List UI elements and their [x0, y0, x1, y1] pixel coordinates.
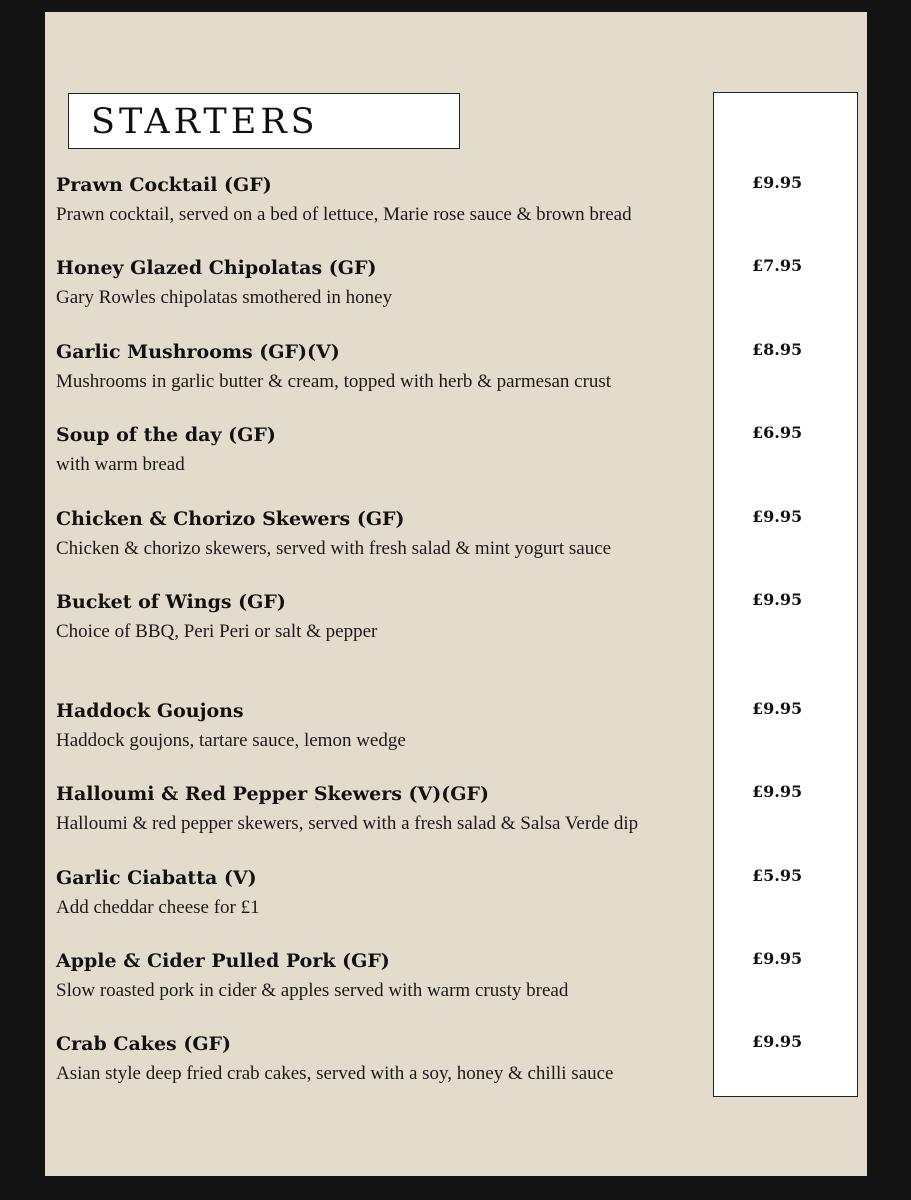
item-name: Bucket of Wings (GF): [56, 591, 286, 613]
item-price: £9.95: [752, 507, 803, 526]
item-description: Prawn cocktail, served on a bed of lettuce, Marie rose sauce & brown bread: [56, 204, 632, 225]
item-price: £9.95: [752, 173, 803, 192]
item-name: Garlic Ciabatta (V): [56, 867, 257, 889]
item-description: Choice of BBQ, Peri Peri or salt & pepper: [56, 621, 378, 642]
item-price: £9.95: [752, 782, 803, 801]
item-price: £9.95: [752, 949, 803, 968]
item-name: Apple & Cider Pulled Pork (GF): [56, 950, 390, 972]
item-name: Honey Glazed Chipolatas (GF): [56, 257, 377, 279]
section-header-box: [68, 93, 460, 149]
item-description: Add cheddar cheese for £1: [56, 897, 260, 918]
item-description: Asian style deep fried crab cakes, served with a soy, honey & chilli sauce: [56, 1063, 614, 1084]
item-price: £9.95: [752, 1032, 803, 1051]
item-price: £7.95: [752, 256, 803, 275]
item-name: Haddock Goujons: [56, 700, 244, 722]
item-name: Chicken & Chorizo Skewers (GF): [56, 508, 405, 530]
item-name: Soup of the day (GF): [56, 424, 276, 446]
item-price: £9.95: [752, 699, 803, 718]
item-price: £6.95: [752, 423, 803, 442]
item-description: Halloumi & red pepper skewers, served with a fresh salad & Salsa Verde dip: [56, 813, 639, 834]
item-description: Haddock goujons, tartare sauce, lemon wedge: [56, 730, 406, 751]
menu-page: [45, 12, 867, 1176]
item-name: Crab Cakes (GF): [56, 1033, 232, 1055]
item-description: with warm bread: [56, 454, 185, 475]
item-name: Garlic Mushrooms (GF)(V): [56, 341, 340, 363]
item-name: Prawn Cocktail (GF): [56, 174, 272, 196]
item-name: Halloumi & Red Pepper Skewers (V)(GF): [56, 783, 489, 805]
section-title: STARTERS: [91, 102, 319, 142]
item-description: Mushrooms in garlic butter & cream, topped with herb & parmesan crust: [56, 371, 612, 392]
item-price: £9.95: [752, 590, 803, 609]
item-price: £5.95: [752, 866, 803, 885]
item-description: Gary Rowles chipolatas smothered in honey: [56, 287, 393, 308]
item-price: £8.95: [752, 340, 803, 359]
item-description: Slow roasted pork in cider & apples served with warm crusty bread: [56, 980, 569, 1001]
item-description: Chicken & chorizo skewers, served with fresh salad & mint yogurt sauce: [56, 538, 612, 559]
